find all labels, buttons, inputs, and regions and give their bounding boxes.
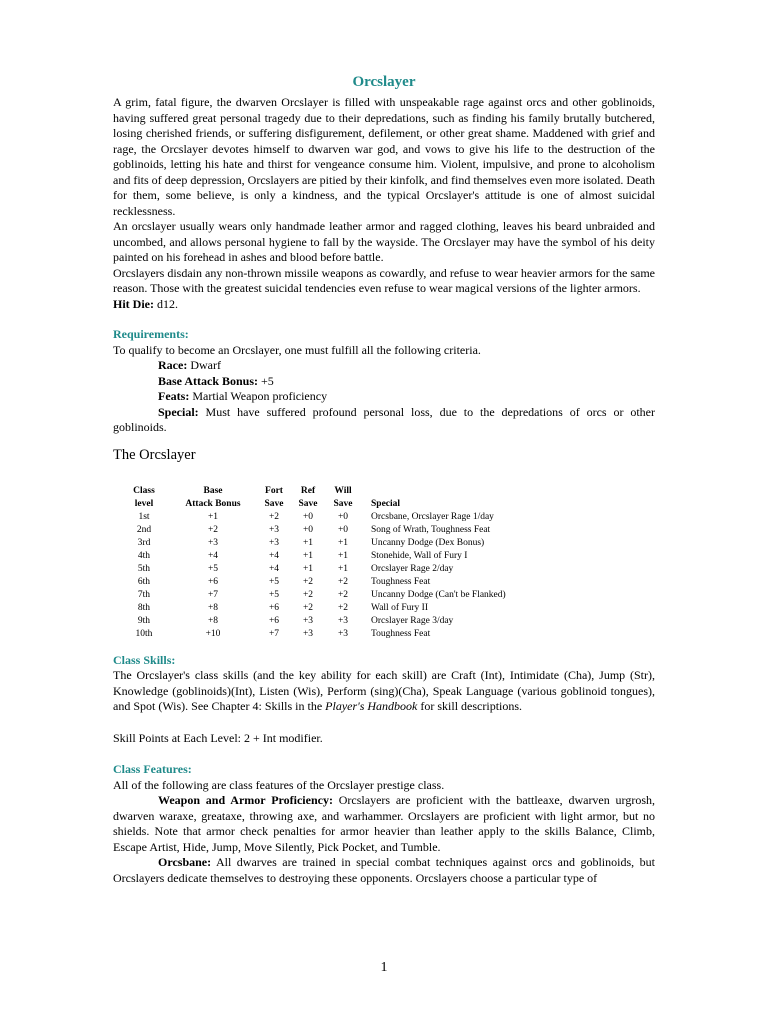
cell-level: 10th [135, 628, 153, 639]
cell-level: 7th [137, 589, 151, 600]
table-row [121, 589, 506, 602]
intro-paragraph-3: Orcslayers disdain any non-thrown missile weapons as cowardly, and refuse to wear heavier armors for the same reason. Those with the greatest suicidal tendencies even refuse to wear magical versions of the lighter armors. [113, 265, 655, 295]
cell-fort: +2 [268, 511, 280, 522]
cell-special: Wall of Fury II [371, 602, 429, 613]
table-row [121, 576, 506, 589]
table-header-row-2 [121, 498, 506, 511]
orcsbane-text: All dwarves are trained in special combat techniques against orcs and goblinoids, but Orcslayers dedicate themselves to destroying these opponents. Orcslayers choose a particular type of [113, 855, 655, 885]
table-row [121, 550, 506, 563]
table-header-row-1 [121, 485, 506, 498]
cell-will: +3 [337, 628, 349, 639]
cell-bab: +1 [207, 511, 219, 522]
cell-special: Uncanny Dodge (Dex Bonus) [371, 537, 485, 548]
document-page [113, 74, 655, 886]
requirement-bab [113, 374, 655, 390]
weapon-proficiency [113, 793, 655, 855]
cell-special: Orcslayer Rage 2/day [371, 563, 454, 574]
cell-fort: +5 [268, 589, 280, 600]
bab-label: Base Attack Bonus: [158, 373, 259, 388]
cell-ref: +3 [302, 628, 314, 639]
cell-ref: +1 [302, 537, 314, 548]
bab-value: +5 [258, 373, 274, 388]
page-title: Orcslayer [352, 74, 416, 90]
header-special-2: Special [371, 498, 401, 509]
cell-ref: +2 [302, 576, 314, 587]
weapon-proficiency-text: Orcslayers are proficient with the battleaxe, dwarven urgrosh, dwarven waraxe, greataxe, throwing axe, and warhammer. Orcslayers are proficient with light armor, but no shields. Note that armor check penalties for armor heavier than leather apply to the skills Balance, Climb, Escape Artist, Hide, Jump, Move Silently, Pick Pocket, and Tumble. [113, 793, 656, 854]
cell-will: +2 [337, 602, 349, 613]
cell-fort: +4 [268, 563, 280, 574]
cell-ref: +2 [302, 589, 314, 600]
cell-ref: +3 [302, 615, 314, 626]
cell-special: Orcsbane, Orcslayer Rage 1/day [371, 511, 494, 522]
players-handbook-title: Player's Handbook [325, 699, 418, 713]
cell-level: 2nd [136, 524, 152, 535]
cell-bab: +10 [205, 628, 221, 639]
requirement-race [113, 358, 655, 374]
header-fort-1: Fort [265, 485, 283, 496]
table-row [121, 537, 506, 550]
header-bab-1: Base [203, 485, 223, 496]
cell-special: Song of Wrath, Toughness Feat [371, 524, 491, 535]
cell-fort: +3 [268, 524, 280, 535]
orcsbane-label: Orcsbane: [158, 855, 212, 869]
cell-special: Uncanny Dodge (Can't be Flanked) [371, 589, 506, 600]
header-ref-2: Save [298, 498, 318, 509]
cell-will: +3 [337, 615, 349, 626]
hit-die-value: d12. [154, 296, 178, 311]
class-skills-heading: Class Skills: [113, 652, 176, 667]
table-row [121, 511, 506, 524]
special-value: Must have suffered profound personal loss, due to the depredations of orcs or other goblinoids. [113, 404, 655, 434]
intro-paragraph-1: A grim, fatal figure, the dwarven Orcslayer is filled with unspeakable rage against orcs and other goblinoids, having suffered great personal tragedy due to their depredations, such as finding his family brutally butchered, losing cherished friends, or suffering disfigurement, defilement, or other great shame. Maddened with grief and rage, the Orcslayer devotes himself to dwarven war god, and vows to give his life to the destruction of the goblinoids, letting his hate and thirst for vengeance consume him. Violent, impulsive, and prone to alcoholism and fits of deep depression, Orcslayers are pitied by their kinfolk, and find themselves even more isolated. Death for them, some believe, is only a kindness, and the typical Orcslayer's attitude is one of almost suicidal recklessness. [113, 95, 655, 218]
cell-fort: +6 [268, 602, 280, 613]
feats-value: Martial Weapon proficiency [189, 389, 328, 403]
cell-special: Toughness Feat [371, 628, 431, 639]
feats-label: Feats: [158, 389, 190, 403]
cell-will: +2 [337, 576, 349, 587]
header-will-2: Save [333, 498, 353, 509]
cell-ref: +2 [302, 602, 314, 613]
orcsbane [113, 855, 655, 886]
cell-ref: +1 [302, 550, 314, 561]
cell-level: 6th [137, 576, 151, 587]
table-row [121, 563, 506, 576]
requirements-heading: Requirements: [113, 327, 189, 341]
cell-bab: +7 [207, 589, 219, 600]
class-features-intro: All of the following are class features of the Orcslayer prestige class. [113, 777, 445, 792]
cell-bab: +3 [207, 537, 219, 548]
cell-will: +0 [337, 511, 349, 522]
header-level-1: Class [133, 485, 155, 496]
cell-ref: +1 [302, 563, 314, 574]
header-ref-1: Ref [300, 485, 316, 496]
cell-level: 5th [137, 563, 151, 574]
intro-paragraph-2: An orcslayer usually wears only handmade leather armor and ragged clothing, leaves his beard unbraided and uncombed, and allows personal hygiene to fall by the wayside. The Orcslayer may have the symbol of his deity painted on his forehead in ashes and blood before battle. [113, 219, 655, 264]
cell-level: 8th [137, 602, 151, 613]
cell-will: +1 [337, 550, 349, 561]
weapon-proficiency-label: Weapon and Armor Proficiency: [158, 793, 333, 807]
page-number: 1 [380, 960, 388, 975]
race-value: Dwarf [187, 358, 221, 372]
cell-special: Toughness Feat [371, 576, 431, 587]
class-table [121, 485, 506, 641]
cell-level: 9th [137, 615, 151, 626]
cell-fort: +4 [268, 550, 280, 561]
hit-die [113, 297, 655, 313]
special-label: Special: [158, 404, 199, 419]
class-features-heading: Class Features: [113, 762, 192, 776]
header-special-1 [359, 485, 506, 498]
cell-fort: +5 [268, 576, 280, 587]
class-skills-text [113, 668, 655, 715]
cell-will: +1 [337, 563, 349, 574]
cell-bab: +2 [207, 524, 219, 535]
cell-bab: +4 [207, 550, 219, 561]
cell-bab: +5 [207, 563, 219, 574]
cell-ref: +0 [302, 524, 314, 535]
cell-level: 3rd [137, 537, 151, 548]
cell-fort: +3 [268, 537, 280, 548]
cell-special: Orcslayer Rage 3/day [371, 615, 454, 626]
table-title: The Orcslayer [113, 446, 196, 463]
table-row [121, 615, 506, 628]
cell-bab: +6 [207, 576, 219, 587]
cell-ref: +0 [302, 511, 314, 522]
cell-fort: +6 [268, 615, 280, 626]
table-row [121, 524, 506, 537]
table-row [121, 628, 506, 641]
cell-level: 1st [138, 511, 150, 522]
race-label: Race: [158, 358, 188, 372]
header-level-2: level [134, 498, 154, 509]
table-row [121, 602, 506, 615]
header-fort-2: Save [264, 498, 284, 509]
cell-special: Stonehide, Wall of Fury I [371, 550, 468, 561]
cell-bab: +8 [207, 602, 219, 613]
class-skills-text-end: for skill descriptions. [417, 699, 523, 713]
hit-die-label: Hit Die: [113, 296, 154, 311]
requirement-feats [113, 389, 655, 405]
header-bab-2: Attack Bonus [185, 498, 241, 509]
cell-will: +2 [337, 589, 349, 600]
requirement-special [113, 405, 655, 436]
skill-points: Skill Points at Each Level: 2 + Int modifier. [113, 730, 323, 745]
cell-fort: +7 [268, 628, 280, 639]
class-skills-text-start: The Orcslayer's class skills (and the key ability for each skill) are Craft (Int), Intimidate (Cha), Jump (Str), Knowledge (goblinoids)(Int), Listen (Wis), Perform (sing)(Cha), Speak Language (various goblinoid tongues), and Spot (Wis). See Chapter 4: Skills in the [113, 668, 655, 713]
cell-will: +1 [337, 537, 349, 548]
cell-bab: +8 [207, 615, 219, 626]
header-will-1: Will [334, 485, 352, 496]
cell-level: 4th [137, 550, 151, 561]
requirements-intro: To qualify to become an Orcslayer, one must fulfill all the following criteria. [113, 342, 481, 357]
cell-will: +0 [337, 524, 349, 535]
